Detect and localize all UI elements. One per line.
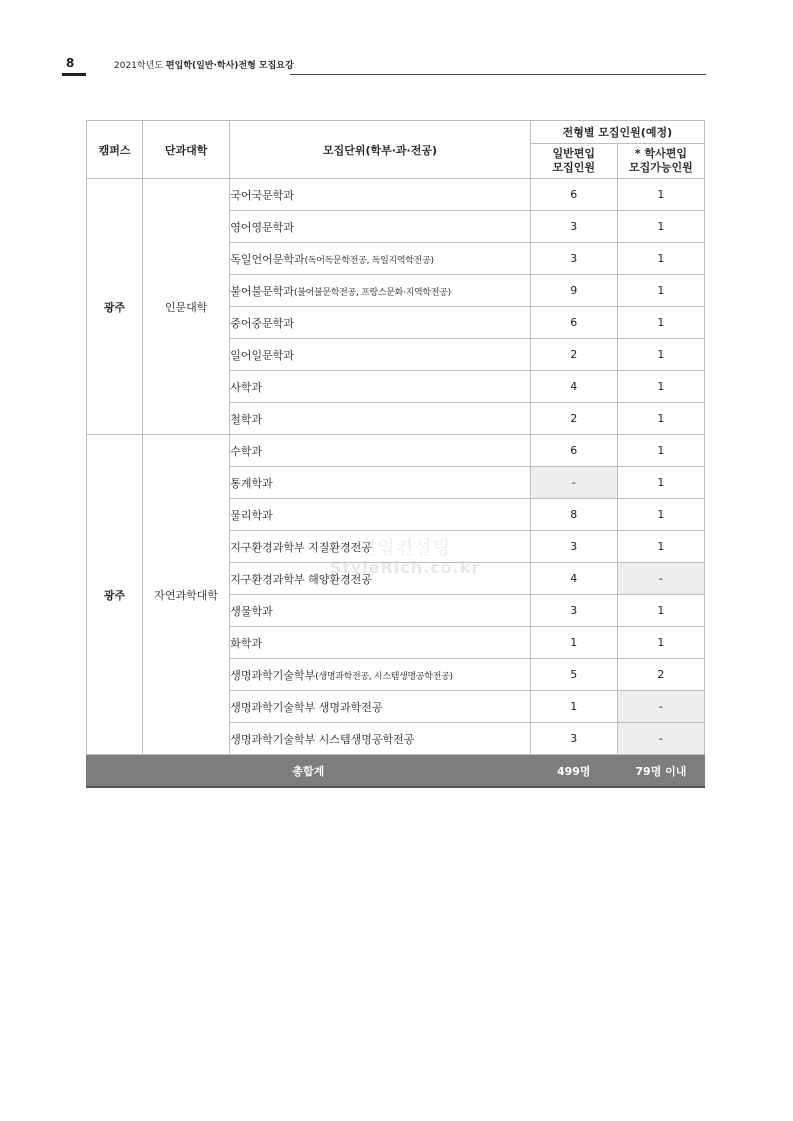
header-general-line2: 모집인원 xyxy=(552,161,596,174)
unit-name: 통계학과 xyxy=(230,476,273,490)
unit-name: 수학과 xyxy=(230,444,263,458)
general-count: 6 xyxy=(530,307,617,339)
unit-name: 독일언어문학과 xyxy=(230,252,305,266)
unit-name: 철학과 xyxy=(230,412,263,426)
general-count: 4 xyxy=(530,371,617,403)
unit-name: 중어중문학과 xyxy=(230,316,294,330)
unit-cell xyxy=(230,179,530,211)
page-number-bar xyxy=(62,73,86,76)
unit-name: 영어영문학과 xyxy=(230,220,294,234)
unit-name: 생명과학기술학부 xyxy=(230,668,316,682)
document-title-main: 편입학(일반·학사)전형 모집요강 xyxy=(165,61,294,71)
bachelor-count: 2 xyxy=(617,659,704,691)
document-title xyxy=(114,58,294,71)
unit-cell xyxy=(230,467,530,499)
header-college: 단과대학 xyxy=(143,121,230,179)
unit-cell xyxy=(230,339,530,371)
unit-cell xyxy=(230,595,530,627)
bachelor-count: 1 xyxy=(617,371,704,403)
bachelor-count: 1 xyxy=(617,627,704,659)
unit-name: 사학과 xyxy=(230,380,263,394)
unit-cell xyxy=(230,275,530,307)
bachelor-count: 1 xyxy=(617,211,704,243)
bachelor-count: 1 xyxy=(617,179,704,211)
unit-name: 불어불문학과 xyxy=(230,284,294,298)
total-general: 499명 xyxy=(530,755,617,788)
header-general-line1: 일반편입 xyxy=(552,147,596,160)
general-count: 4 xyxy=(530,563,617,595)
unit-name: 생명과학기술학부 시스템생명공학전공 xyxy=(230,732,415,746)
general-count: 6 xyxy=(530,179,617,211)
unit-cell xyxy=(230,499,530,531)
unit-cell xyxy=(230,371,530,403)
bachelor-count: 1 xyxy=(617,467,704,499)
campus-cell: 광주 xyxy=(87,435,143,755)
bachelor-count: 1 xyxy=(617,499,704,531)
bachelor-count: - xyxy=(617,563,704,595)
header-divider xyxy=(290,74,706,75)
general-count: 3 xyxy=(530,243,617,275)
header-general xyxy=(530,144,617,179)
general-count: 3 xyxy=(530,595,617,627)
header-recruit-group: 전형별 모집인원(예정) xyxy=(530,121,704,144)
unit-name: 물리학과 xyxy=(230,508,273,522)
bachelor-count: 1 xyxy=(617,435,704,467)
header-bachelor-line2: 모집가능인원 xyxy=(629,161,693,174)
bachelor-count: - xyxy=(617,723,704,755)
unit-sub: (생명과학전공, 시스템생명공학전공) xyxy=(315,671,453,682)
table-row xyxy=(87,435,705,467)
unit-cell xyxy=(230,563,530,595)
unit-sub: (불어불문학전공, 프랑스문화·지역학전공) xyxy=(293,287,451,298)
general-count: 9 xyxy=(530,275,617,307)
header-bachelor-line1: * 학사편입 xyxy=(634,147,687,160)
total-label: 총합계 xyxy=(87,755,531,788)
header-unit: 모집단위(학부·과·전공) xyxy=(230,121,530,179)
general-count: 2 xyxy=(530,339,617,371)
unit-cell xyxy=(230,403,530,435)
unit-cell xyxy=(230,691,530,723)
recruitment-table xyxy=(86,120,705,788)
bachelor-count: 1 xyxy=(617,595,704,627)
unit-cell xyxy=(230,307,530,339)
general-count: 6 xyxy=(530,435,617,467)
unit-cell xyxy=(230,627,530,659)
general-count: 3 xyxy=(530,723,617,755)
unit-cell xyxy=(230,211,530,243)
general-count: 1 xyxy=(530,627,617,659)
document-title-year: 2021학년도 xyxy=(114,61,163,71)
bachelor-count: 1 xyxy=(617,531,704,563)
unit-cell xyxy=(230,243,530,275)
college-cell: 자연과학대학 xyxy=(143,435,230,755)
general-count: 3 xyxy=(530,211,617,243)
bachelor-count: 1 xyxy=(617,339,704,371)
total-row xyxy=(87,755,705,788)
general-count: 2 xyxy=(530,403,617,435)
general-count: 5 xyxy=(530,659,617,691)
bachelor-count: 1 xyxy=(617,307,704,339)
unit-name: 국어국문학과 xyxy=(230,188,294,202)
page-header xyxy=(0,0,793,80)
watermark-line1: 편입컨설팅 xyxy=(359,538,451,559)
unit-name: 일어일문학과 xyxy=(230,348,294,362)
header-bachelor xyxy=(617,144,704,179)
page-number: 8 xyxy=(66,56,75,70)
unit-name: 지구환경과학부 지질환경전공 xyxy=(230,540,372,554)
college-cell: 인문대학 xyxy=(143,179,230,435)
unit-name: 지구환경과학부 해양환경전공 xyxy=(230,572,372,586)
general-count: 1 xyxy=(530,691,617,723)
bachelor-count: - xyxy=(617,691,704,723)
bachelor-count: 1 xyxy=(617,403,704,435)
total-bachelor: 79명 이내 xyxy=(617,755,704,788)
unit-sub: (독어독문학전공, 독일지역학전공) xyxy=(304,255,434,266)
unit-cell xyxy=(230,723,530,755)
unit-cell xyxy=(230,659,530,691)
unit-name: 생명과학기술학부 생명과학전공 xyxy=(230,700,383,714)
header-campus: 캠퍼스 xyxy=(87,121,143,179)
general-count: 3 xyxy=(530,531,617,563)
general-count: 8 xyxy=(530,499,617,531)
table-row xyxy=(87,179,705,211)
bachelor-count: 1 xyxy=(617,275,704,307)
unit-name: 생물학과 xyxy=(230,604,273,618)
watermark-line2: StyleRich.co.kr xyxy=(329,558,481,577)
unit-name: 화학과 xyxy=(230,636,263,650)
unit-cell xyxy=(230,435,530,467)
bachelor-count: 1 xyxy=(617,243,704,275)
general-count: - xyxy=(530,467,617,499)
campus-cell: 광주 xyxy=(87,179,143,435)
unit-cell xyxy=(230,531,530,563)
